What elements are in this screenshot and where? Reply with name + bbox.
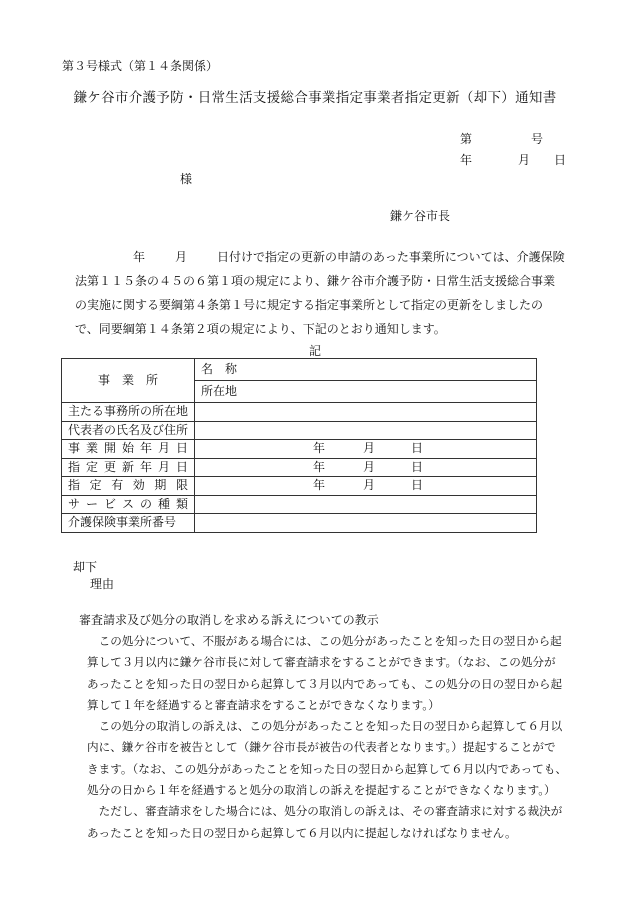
table-row — [62, 477, 537, 496]
table-row — [62, 421, 537, 440]
table-row — [62, 514, 537, 533]
table-row — [62, 440, 537, 459]
body-month: 月 — [175, 250, 188, 264]
date-placeholder — [201, 477, 530, 494]
ki-heading: 記 — [308, 344, 321, 358]
row-label: 介護保険事業所番号 — [62, 514, 195, 533]
office-address-label: 所在地 — [195, 381, 537, 403]
date-unit: 月 — [363, 478, 376, 493]
issue-date — [460, 154, 566, 166]
table-row — [62, 495, 537, 514]
row-label: 指定更新年月日 — [62, 458, 195, 477]
date-unit: 日 — [411, 459, 424, 474]
row-label: 指定有効期限 — [62, 477, 195, 496]
row-label: 事業開始年月日 — [62, 440, 195, 459]
issue-date-year: 年 — [460, 153, 473, 167]
office-label: 事 業 所 — [62, 359, 195, 403]
row-label: サービスの種類 — [62, 495, 195, 514]
date-unit: 年 — [313, 478, 326, 493]
date-unit: 年 — [313, 441, 326, 456]
table-row — [62, 458, 537, 477]
row-value — [195, 477, 537, 496]
date-unit: 日 — [411, 441, 424, 456]
issue-date-month: 月 — [518, 153, 531, 167]
date-unit: 月 — [363, 459, 376, 474]
date-unit: 月 — [363, 441, 376, 456]
date-placeholder — [201, 459, 530, 476]
date-unit: 日 — [411, 478, 424, 493]
body-paragraph — [75, 245, 565, 341]
notice-paragraph: この処分について、不服がある場合には、この処分があったことを知った日の翌日から起算して３月以内に鎌ケ谷市長に対して審査請求をすることができます。（なお、この処分があったことを知った日の翌日から起算して３月以内であっても、この処分の日の翌日から起算して１年を経過すると審査請求をすることができなくなります。） — [87, 634, 563, 712]
document-number-prefix: 第 — [460, 132, 473, 146]
document-title: 鎌ケ谷市介護予防・日常生活支援総合事業指定事業者指定更新（却下）通知書 — [73, 90, 557, 106]
details-table — [61, 358, 537, 533]
notice-body — [87, 631, 567, 844]
date-placeholder — [201, 440, 530, 457]
notice-title: 審査請求及び処分の取消しを求める訴えについての教示 — [79, 613, 379, 627]
row-label: 代表者の氏名及び住所 — [62, 421, 195, 440]
rejection-label: 却下 — [73, 560, 98, 574]
addressee-suffix: 様 — [180, 172, 193, 186]
row-value — [195, 458, 537, 477]
row-value — [195, 403, 537, 422]
body-year: 年 — [133, 250, 146, 264]
table-row — [62, 403, 537, 422]
notice-paragraph: ただし、審査請求をした場合には、処分の取消しの訴えは、その審査請求に対する裁決があったことを知った日の翌日から起算して６月以内に提起しなければなりません。 — [87, 804, 563, 840]
sender: 鎌ケ谷市長 — [390, 209, 451, 223]
date-unit: 年 — [313, 459, 326, 474]
document-number-suffix: 号 — [531, 132, 544, 146]
office-name-label: 名 称 — [195, 359, 537, 381]
body-text: 日付けで指定の更新の申請のあった事業所については、介護保険法第１１５条の４５の６第１項の規定により、鎌ケ谷市介護予防・日常生活支援総合事業の実施に関する要綱第４条第１号に規定する指定事業所として指定の更新をしましたので、同要綱第１４条第２項の規定により、下記のとおり通知します。 — [75, 250, 565, 336]
issue-date-day: 日 — [554, 153, 567, 167]
reason-label: 理由 — [90, 577, 115, 591]
form-number: 第３号様式（第１４条関係） — [62, 59, 219, 73]
notice-paragraph: この処分の取消しの訴えは、この処分があったことを知った日の翌日から起算して６月以内に、鎌ケ谷市を被告として（鎌ケ谷市長が被告の代表者となります。）提起することができます。（なお、この処分があったことを知った日の翌日から起算して６月以内であっても、処分の日から１年を経過すると処分の取消しの訴えを提起することができなくなります。） — [87, 719, 567, 798]
row-label: 主たる事務所の所在地 — [62, 403, 195, 422]
row-value — [195, 440, 537, 459]
row-value — [195, 514, 537, 533]
row-value — [195, 495, 537, 514]
row-value — [195, 421, 537, 440]
